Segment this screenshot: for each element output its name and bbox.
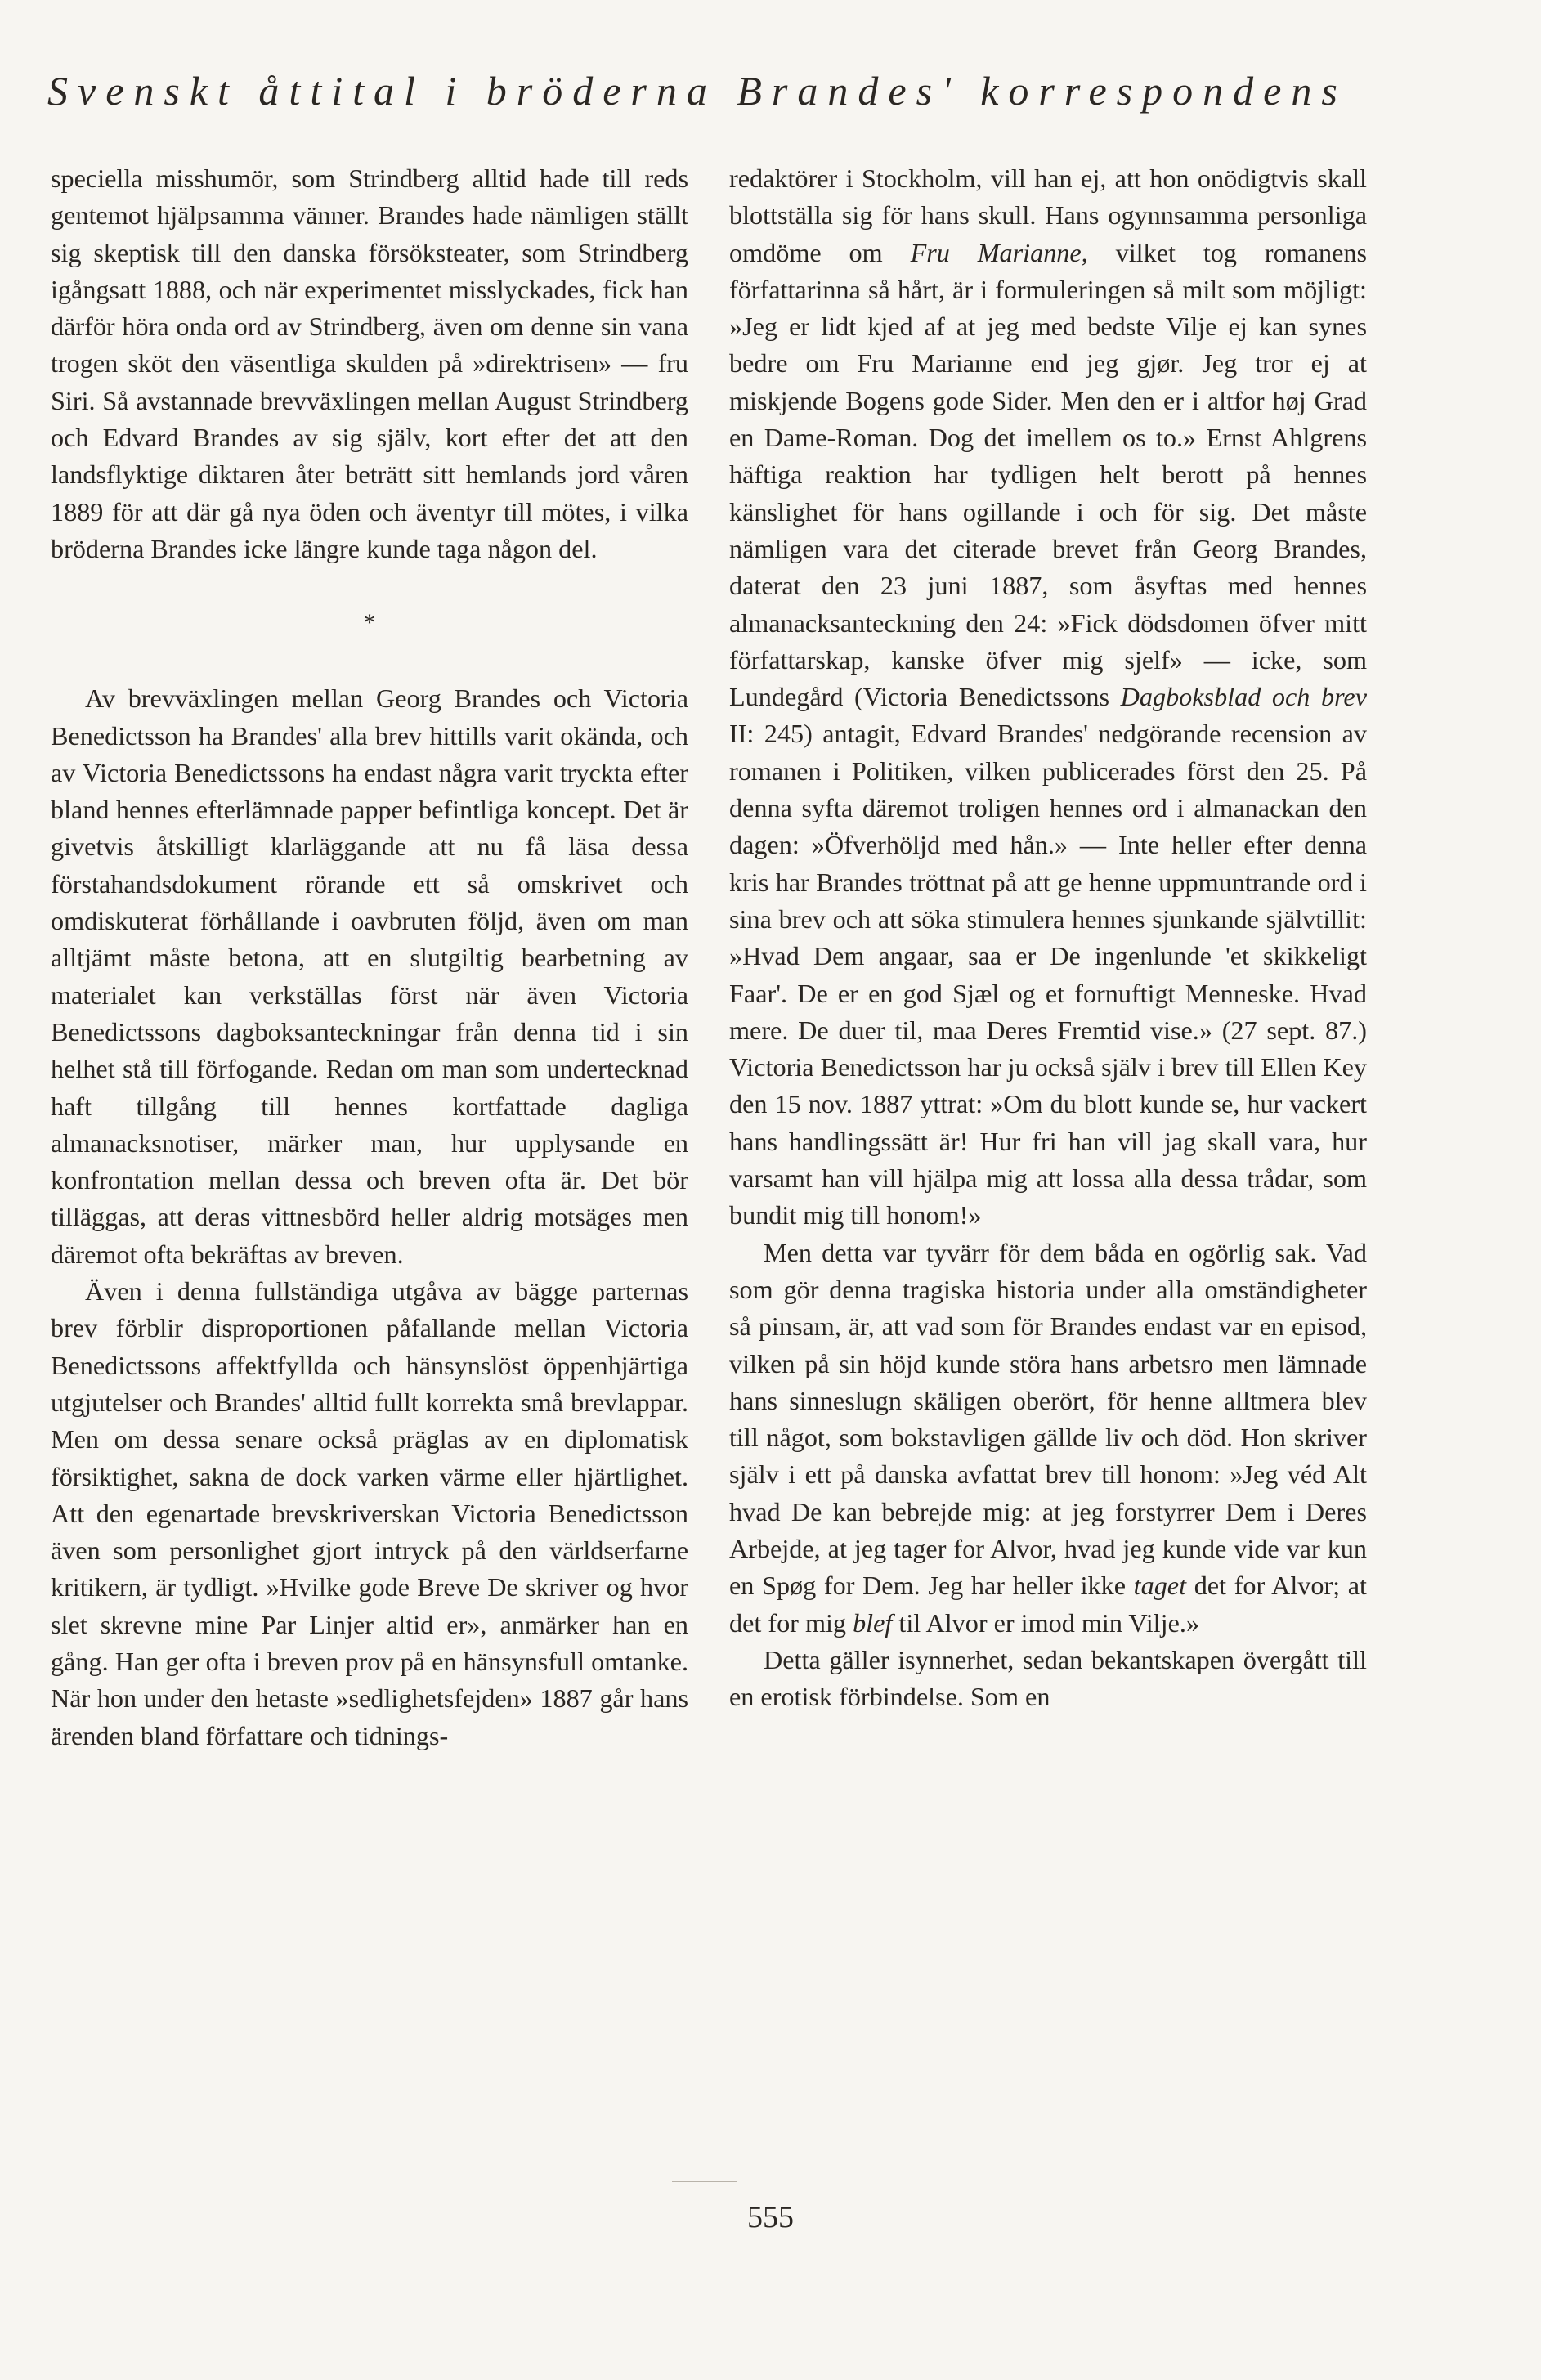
page-number: 555 (747, 2200, 794, 2234)
right-column (729, 160, 1367, 1715)
section-separator: * (363, 609, 376, 637)
running-head: Svenskt åttital i bröderna Brandes' korrespondens (47, 68, 1347, 114)
emphasis-taget: taget (1133, 1571, 1187, 1601)
left-column (51, 160, 688, 1755)
book-title-fru-marianne: Fru Marianne, (910, 237, 1088, 267)
left-paragraph-1: speciella misshumör, som Strindberg alltid hade till reds gentemot hjälpsamma vänner. Brandes hade nämligen ställt sig skeptisk till den danska försöksteater, som Strindberg igångsatt 1888, och när experimentet misslyckades, fick han därför höra onda ord av Strindberg, även om denne sin vana trogen sköt den väsentliga skulden på »direktrisen» — fru Siri. Så avstannade brevväxlingen mellan August Strindberg och Edvard Brandes av sig själv, kort efter det att den landsflyktige diktaren åter beträtt sitt hemlands jord våren 1889 för att där gå nya öden och äventyr till mötes, i vilka bröderna Brandes icke längre kunde taga någon del. (51, 164, 688, 563)
emphasis-blef: blef (853, 1607, 893, 1638)
right-paragraph-2: Men detta var tyvärr för dem båda en ogörlig sak. Vad som gör denna tragiska historia under alla omständigheter så pinsam, är, att vad som för Brandes endast var en episod, vilken på sin höjd kunde störa hans arbetsro men lämnade hans sinneslugn skäligen oberört, för henne alltmera blev till något, som bokstavligen gällde liv och död. Hon skriver själv i ett på danska avfattat brev till honom: »Jeg véd Alt hvad De kan bebrejde mig: at jeg forstyrrer Dem i Deres Arbejde, at jeg tager for Alvor, hvad jeg kunde vide var kun en Spøg for Dem. Jeg har heller ikke taget det for Alvor; at det for mig blef til Alvor er imod min Vilje.» (729, 1237, 1368, 1638)
book-title-dagboksblad: Dagboksblad och brev (1120, 682, 1367, 712)
right-paragraph-3: Detta gäller isynnerhet, sedan bekantskapen övergått till en erotisk förbindelse. Som en (729, 1644, 1367, 1712)
left-paragraph-3: Även i denna fullständiga utgåva av bägge parternas brev förblir disproportionen påfallande mellan Victoria Benedictssons affektfyllda och hänsynslöst öppenhjärtiga utgjutelser och Brandes' alltid fullt korrekta små brevlappar. Men om dessa senare också präglas av en diplomatisk försiktighet, sakna de dock varken värme eller hjärtlighet. Att den egenartade brevskriverskan Victoria Benedictsson även som personlighet gjort intryck på den världserfarne kritikern, är tydligt. »Hvilke gode Breve De skriver og hvor slet skrevne mine Par Linjer altid er», anmärker han en gång. Han ger ofta i breven prov på en hänsynsfull omtanke. När hon under den hetaste »sedlighetsfejden» 1887 går hans ärenden bland författare och tidnings- (51, 1276, 688, 1750)
folio-rule (672, 2181, 737, 2182)
left-paragraph-2: Av brevväxlingen mellan Georg Brandes och Victoria Benedictsson ha Brandes' alla brev hittills varit okända, och av Victoria Benedictssons ha endast några varit tryckta efter bland hennes efterlämnade papper befintliga koncept. Det är givetvis åtskilligt klarläggande att nu få läsa dessa förstahandsdokument rörande ett så omskrivet och omdiskuterat förhållande i oavbruten följd, även om man alltjämt måste betona, att en slutgiltig bearbetning av materialet kan verkställas först när även Victoria Benedictssons dagboksanteckningar från denna tid i sin helhet stå till förfogande. Redan om man som undertecknad haft tillgång till hennes kortfattade dagliga almanacksnotiser, märker man, hur upplysande en konfrontation mellan dessa och breven ofta är. Det bör tilläggas, att deras vittnesbörd heller aldrig motsäges men däremot ofta bekräftas av breven. (51, 684, 688, 1269)
right-paragraph-1: redaktörer i Stockholm, vill han ej, att hon onödigtvis skall blottställa sig för hans skull. Hans ogynnsamma personliga omdöme om Fru Marianne, vilket tog romanens författarinna så hårt, är i formuleringen så milt som möjligt: »Jeg er lidt kjed af at jeg med bedste Vilje ej kan synes bedre om Fru Marianne end jeg gjør. Jeg tror ej at miskjende Bogens gode Sider. Men den er i altfor høj Grad en Dame-Roman. Dog det imellem os to.» Ernst Ahlgrens häftiga reaktion har tydligen helt berott på hennes känslighet för hans ogillande i och för sig. Det måste nämligen vara det citerade brevet från Georg Brandes, daterat den 23 juni 1887, som åsyftas med hennes almanacksanteckning den 24: »Fick dödsdomen öfver mitt författarskap, kanske öfver mig sjelf» — icke, som Lundegård (Victoria Benedictssons Dagboksblad och brev II: 245) antagit, Edvard Brandes' nedgörande recension av romanen i Politiken, vilken publicerades först den 25. På denna syfta däremot troligen hennes ord i almanackan den dagen: »Öfverhöljd med hån.» — Inte heller efter denna kris har Brandes tröttnat på att ge henne uppmuntrande ord i sina brev och att söka stimulera hennes sjunkande självtillit: »Hvad Dem angaar, saa er De ingenlunde 'et skikkeligt Faar'. De er en god Sjæl og et fornuftigt Menneske. Hvad mere. De duer til, maa Deres Fremtid vise.» (27 sept. 87.) Victoria Benedictsson har ju också själv i brev till Ellen Key den 15 nov. 1887 yttrat: »Om du blott kunde se, hur vackert hans handlingssätt är! Hur fri han vill jag skall vara, hur varsamt han vill hjälpa mig att lossa alla dessa trådar, som bundit mig till honom!» (729, 164, 1367, 1230)
